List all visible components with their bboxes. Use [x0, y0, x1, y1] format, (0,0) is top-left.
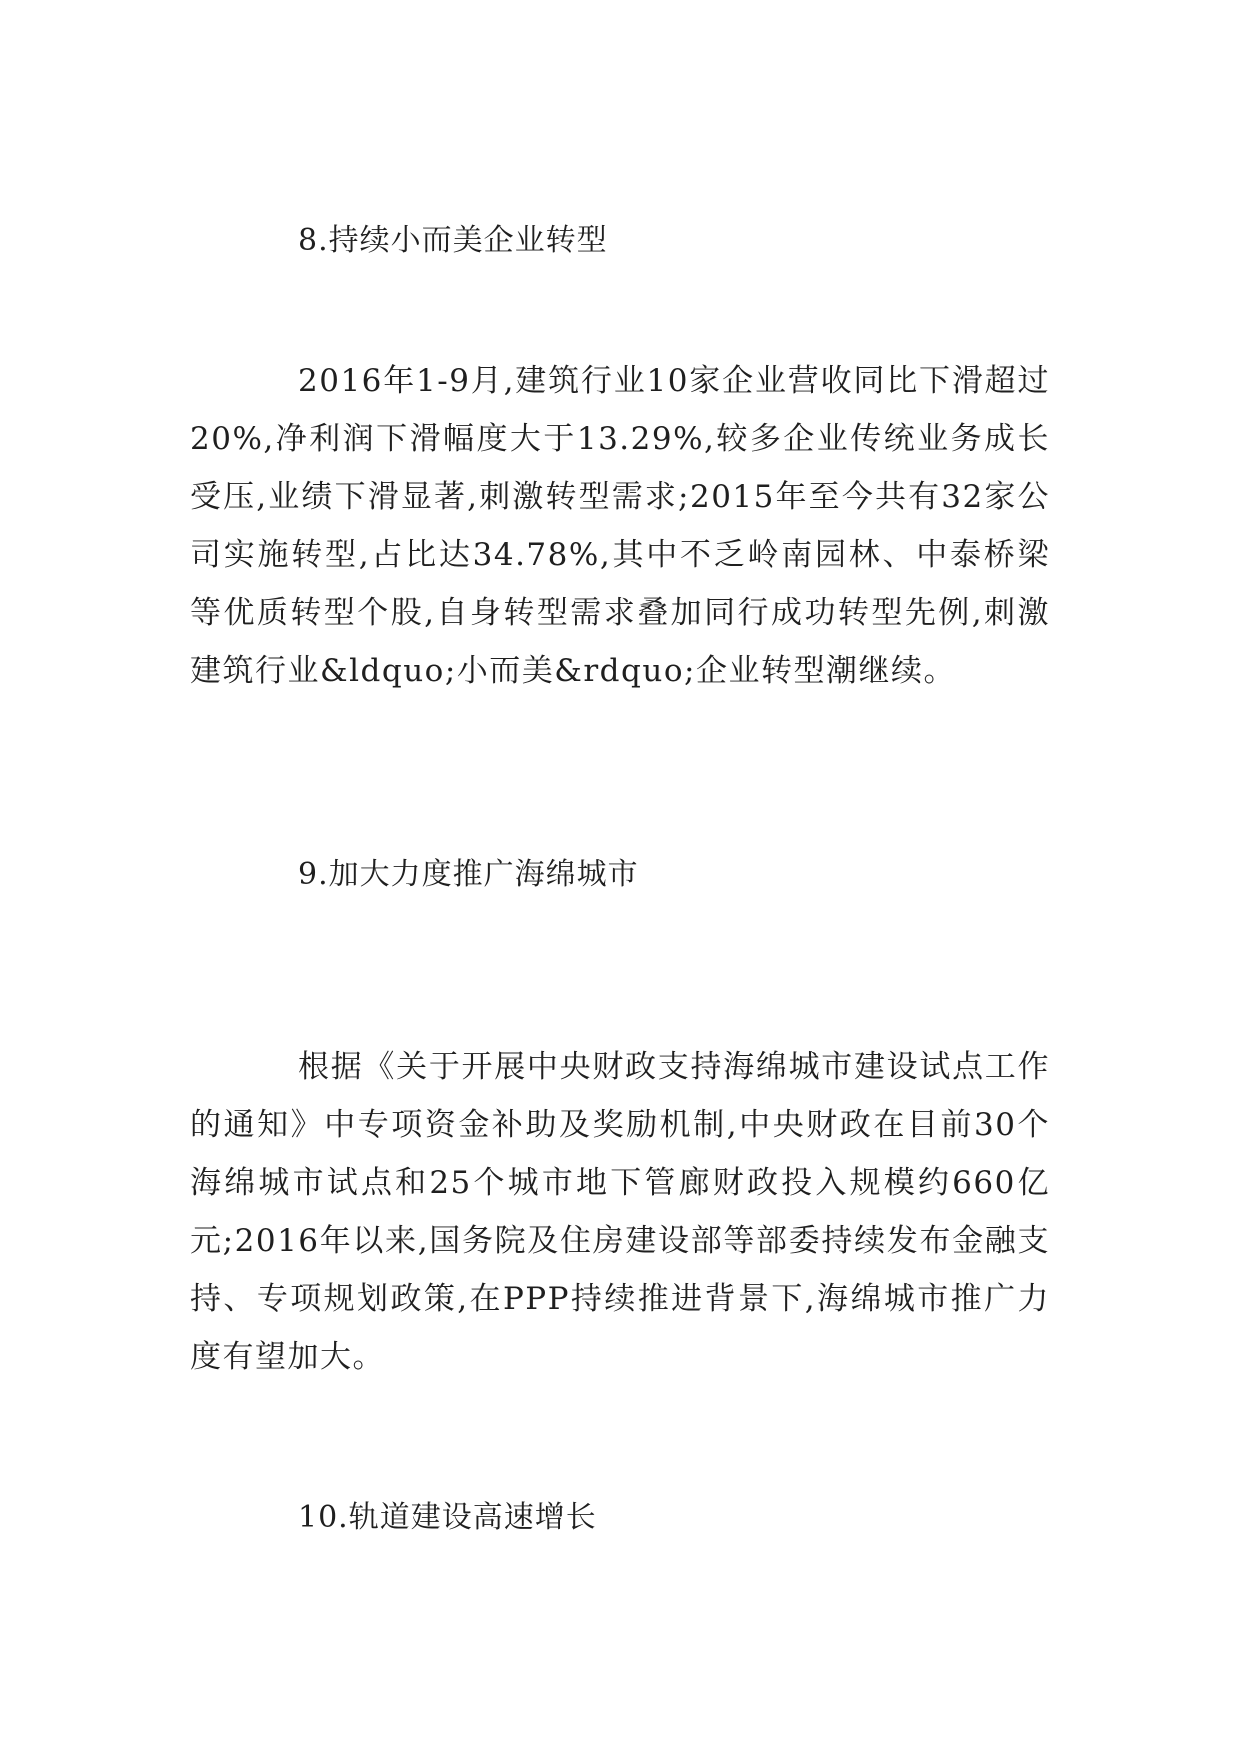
section-heading-10: 10.轨道建设高速增长 [298, 1500, 597, 1535]
section-body-9: 根据《关于开展中央财政支持海绵城市建设试点工作的通知》中专项资金补助及奖励机制,中央财政在目前30个海绵城市试点和25个城市地下管廊财政投入规模约660亿元;2016年以来,国务院及住房建设部等部委持续发布金融支持、专项规划政策,在PPP持续推进背景下,海绵城市推广力度有望加大。 [190, 1049, 1050, 1375]
section-heading-9: 9.加大力度推广海绵城市 [298, 857, 639, 892]
section-body-8: 2016年1-9月,建筑行业10家企业营收同比下滑超过20%,净利润下滑幅度大于13.29%,较多企业传统业务成长受压,业绩下滑显著,刺激转型需求;2015年至今共有32家公司实施转型,占比达34.78%,其中不乏岭南园林、中泰桥梁等优质转型个股,自身转型需求叠加同行成功转型先例,刺激建筑行业&ldquo;小而美&rdquo;企业转型潮继续。 [190, 363, 1050, 689]
section-heading-8: 8.持续小而美企业转型 [298, 223, 608, 258]
